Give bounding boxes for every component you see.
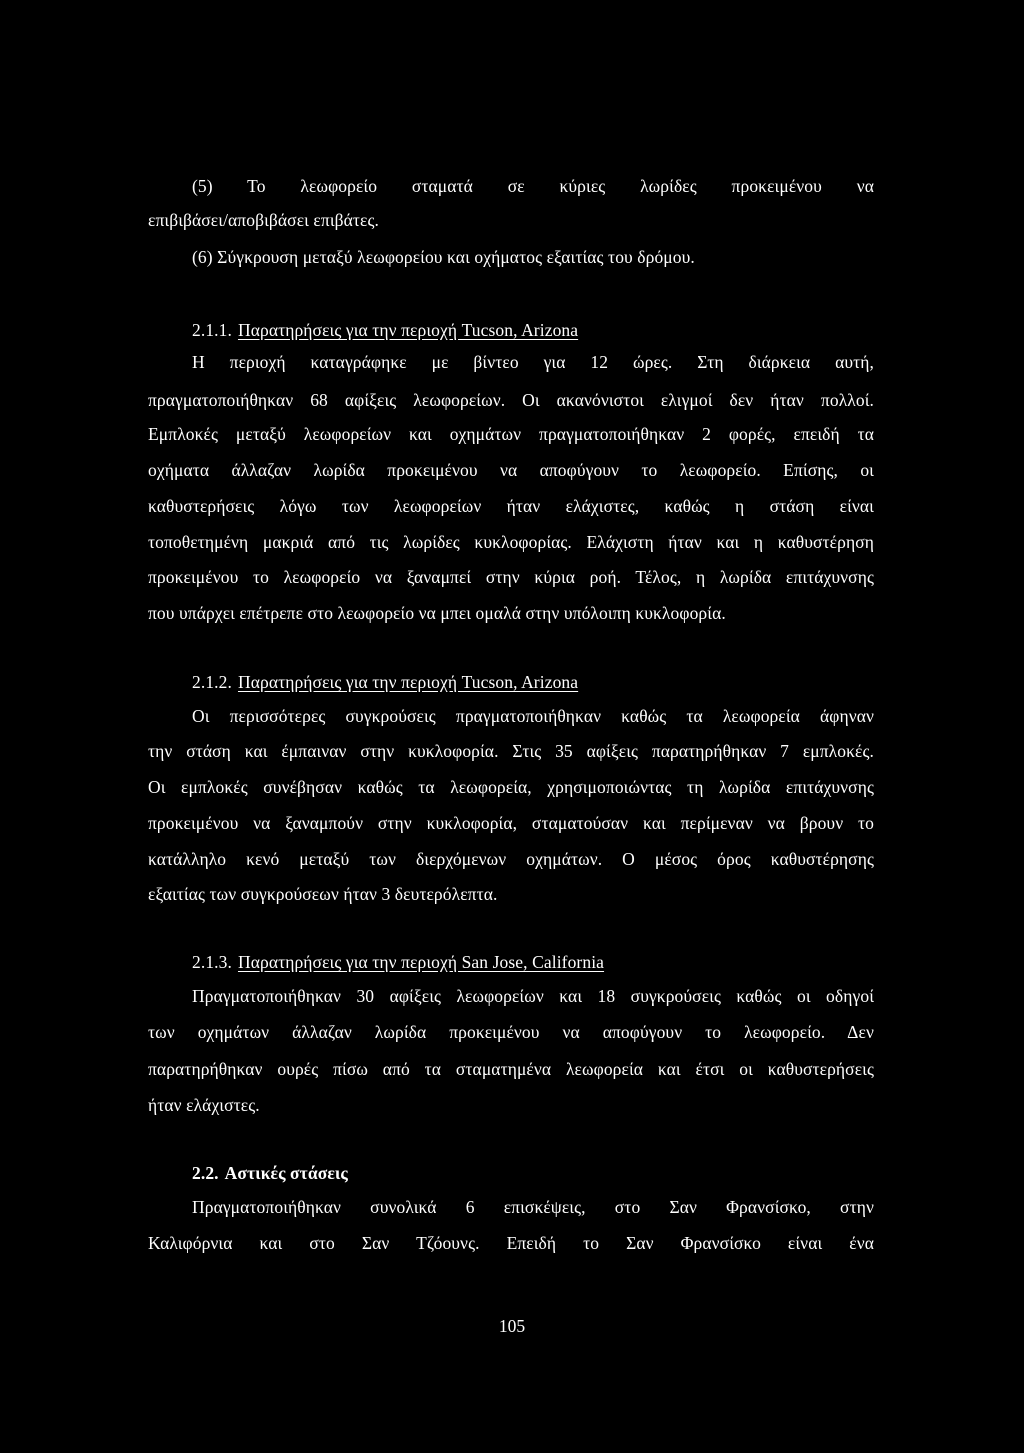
paragraph-line: πραγματοποιήθηκαν 68 αφίξεις λεωφορείων. Οι ακανόνιστοι ελιγμοί δεν ήταν πολλοί.	[148, 390, 874, 410]
paragraph-line: Πραγματοποιήθηκαν 30 αφίξεις λεωφορείων και 18 συγκρούσεις καθώς οι οδηγοί	[192, 986, 874, 1006]
paragraph-line: Οι περισσότερες συγκρούσεις πραγματοποιήθηκαν καθώς τα λεωφορεία άφηναν	[192, 706, 874, 726]
section-number: 2.1.3.	[192, 952, 232, 972]
section-2-1-2-heading	[192, 670, 874, 694]
paragraph-line: Η περιοχή καταγράφηκε με βίντεο για 12 ώρες. Στη διάρκεια αυτή,	[192, 352, 874, 372]
paragraph-line: παρατηρήθηκαν ουρές πίσω από τα σταματημένα λεωφορεία και έτσι οι καθυστερήσεις	[148, 1059, 874, 1079]
list-item-5-line-1: (5) Το λεωφορείο σταματά σε κύριες λωρίδες προκειμένου να	[192, 176, 874, 196]
paragraph-line: εξαιτίας των συγκρούσεων ήταν 3 δευτερόλεπτα.	[148, 884, 498, 904]
paragraph-line: που υπάρχει επέτρεπε στο λεωφορείο να μπει ομαλά στην υπόλοιπη κυκλοφορία.	[148, 603, 726, 623]
paragraph-line: καθυστερήσεις λόγω των λεωφορείων ήταν ελάχιστες, καθώς η στάση είναι	[148, 496, 874, 516]
section-title: Παρατηρήσεις για την περιοχή Tucson, Arizona	[237, 672, 579, 692]
page-number: 105	[498, 1316, 526, 1336]
section-2-2-heading	[192, 1161, 874, 1185]
paragraph-line: κατάλληλο κενό μεταξύ των διερχόμενων οχημάτων. Ο μέσος όρος καθυστέρησης	[148, 849, 874, 869]
paragraph-line: Καλιφόρνια και στο Σαν Τζόουνς. Επειδή το Σαν Φρανσίσκο είναι ένα	[148, 1233, 874, 1253]
paragraph-line: Εμπλοκές μεταξύ λεωφορείων και οχημάτων πραγματοποιήθηκαν 2 φορές, επειδή τα	[148, 424, 874, 444]
section-2-1-1-heading	[192, 318, 874, 342]
section-number: 2.1.1.	[192, 320, 232, 340]
paragraph-line: προκειμένου να ξαναμπούν στην κυκλοφορία, σταματούσαν και περίμεναν να βρουν το	[148, 813, 874, 833]
section-2-1-3-heading	[192, 950, 874, 974]
paragraph-line: οχήματα άλλαζαν λωρίδα προκειμένου να αποφύγουν το λεωφορείο. Επίσης, οι	[148, 460, 874, 480]
paragraph-line: προκειμένου το λεωφορείο να ξαναμπεί στην κύρια ροή. Τέλος, η λωρίδα επιτάχυνσης	[148, 567, 874, 587]
paragraph-line: των οχημάτων άλλαζαν λωρίδα προκειμένου να αποφύγουν το λεωφορείο. Δεν	[148, 1022, 874, 1042]
paragraph-line: Πραγματοποιήθηκαν συνολικά 6 επισκέψεις, στο Σαν Φρανσίσκο, στην	[192, 1197, 874, 1217]
list-item-6: (6) Σύγκρουση μεταξύ λεωφορείου και οχήματος εξαιτίας του δρόμου.	[192, 247, 695, 267]
paragraph-line: ήταν ελάχιστες.	[148, 1095, 260, 1115]
section-title: Αστικές στάσεις	[224, 1163, 348, 1183]
paragraph-line: Οι εμπλοκές συνέβησαν καθώς τα λεωφορεία, χρησιμοποιώντας τη λωρίδα επιτάχυνσης	[148, 777, 874, 797]
section-number: 2.1.2.	[192, 672, 232, 692]
list-item-5-line-2: επιβιβάσει/αποβιβάσει επιβάτες.	[148, 210, 379, 230]
section-number: 2.2.	[192, 1163, 219, 1183]
paragraph-line: την στάση και έμπαιναν στην κυκλοφορία. Στις 35 αφίξεις παρατηρήθηκαν 7 εμπλοκές.	[148, 741, 874, 761]
section-title: Παρατηρήσεις για την περιοχή Tucson, Arizona	[237, 320, 579, 340]
paragraph-line: τοποθετημένη μακριά από τις λωρίδες κυκλοφορίας. Ελάχιστη ήταν και η καθυστέρηση	[148, 532, 874, 552]
section-title: Παρατηρήσεις για την περιοχή San Jose, California	[237, 952, 605, 972]
